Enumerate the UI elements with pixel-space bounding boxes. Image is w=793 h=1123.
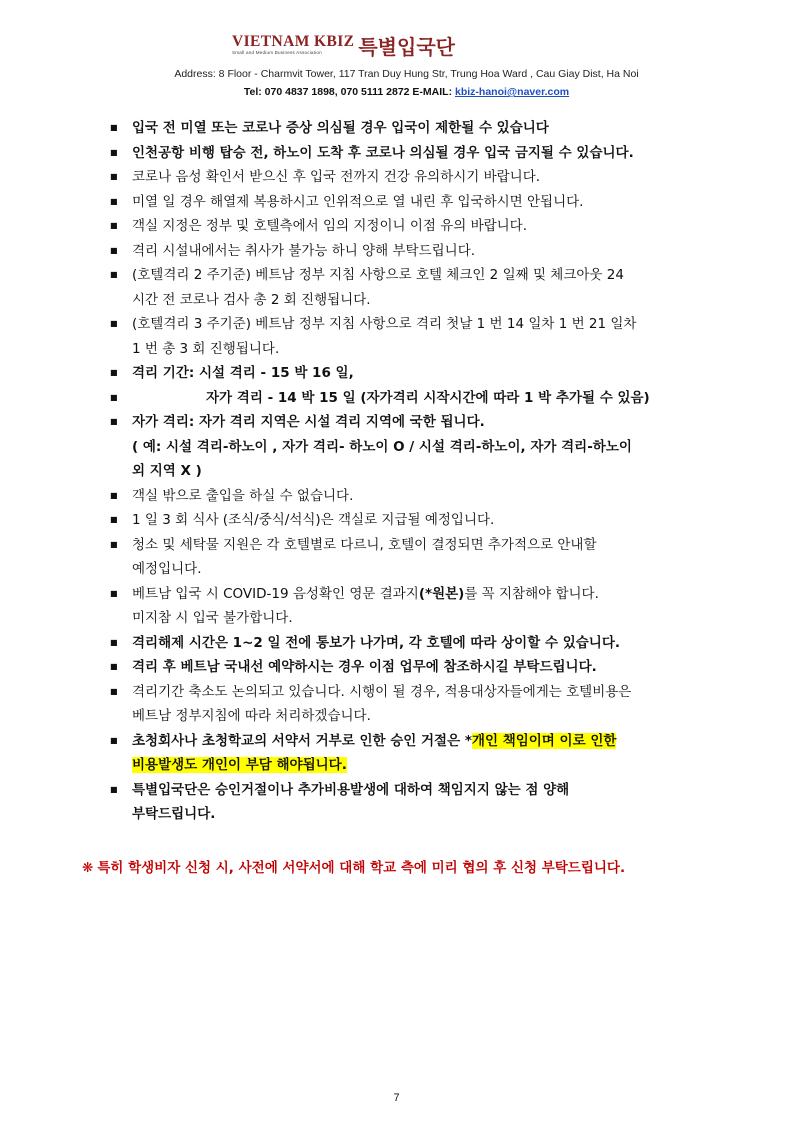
list-item: ■ 초청회사나 초청학교의 서약서 거부로 인한 승인 거절은 *개인 책임이며 이로 인한 비용발생도 개인이 부담 해야됩니다. — [0, 729, 793, 778]
address-line: Address: 8 Floor - Charmvit Tower, 117 Tran Duy Hung Str, Trung Hoa Ward , Cau Giay Dist, Ha Noi — [174, 68, 639, 80]
list-item: ■ 격리 후 베트남 국내선 예약하시는 경우 이점 업무에 참조하시길 부탁드립니다. — [0, 655, 793, 680]
list-item: ■ 입국 전 미열 또는 코로나 증상 의심될 경우 입국이 제한될 수 있습니다 — [0, 116, 793, 141]
student-visa-note: ❋ 특히 학생비자 신청 시, 사전에 서약서에 대해 학교 측에 미리 협의 후 신청 부탁드립니다. — [82, 860, 626, 876]
bullet-icon: ■ — [110, 319, 118, 328]
bullet-icon: ■ — [110, 417, 118, 426]
logo-english-text: VIETNAM KBIZ — [232, 33, 355, 50]
list-item: ■ 청소 및 세탁물 지원은 각 호텔별로 다르니, 호텔이 결정되면 추가적으로 안내할 예정입니다. — [0, 533, 793, 582]
list-item: ■ 베트남 입국 시 COVID-19 음성확인 영문 결과지(*원본)를 꼭 지참해야 합니다. 미지참 시 입국 불가합니다. — [0, 582, 793, 631]
bullet-icon: ■ — [110, 172, 118, 181]
contact-line — [0, 86, 793, 98]
list-item: ■ 격리해제 시간은 1~2 일 전에 통보가 나가며, 각 호텔에 따라 상이할 수 있습니다. — [0, 631, 793, 656]
list-item: ■ 격리기간 축소도 논의되고 있습니다. 시행이 될 경우, 적용대상자들에게는 호텔비용은 베트남 정부지침에 따라 처리하겠습니다. — [0, 680, 793, 729]
bullet-icon: ■ — [110, 662, 118, 671]
highlighted-text: 개인 책임이며 이로 인한 — [471, 732, 617, 749]
bullet-icon: ■ — [110, 539, 118, 549]
bullet-icon: ■ — [110, 637, 118, 647]
list-item: ■ 미열 일 경우 해열제 복용하시고 인위적으로 열 내린 후 입국하시면 안됩니다. — [0, 190, 793, 215]
highlighted-text: 비용발생도 개인이 부담 해야됩니다. — [132, 757, 347, 773]
bullet-icon: ■ — [110, 221, 118, 230]
email-link[interactable]: kbiz-hanoi@naver.com — [455, 86, 570, 98]
bullet-icon: ■ — [110, 784, 118, 794]
list-item: ■ 격리 시설내에서는 취사가 불가능 하니 양해 부탁드립니다. — [0, 239, 793, 264]
list-item: ■ 코로나 음성 확인서 받으신 후 입국 전까지 건강 유의하시기 바랍니다. — [0, 165, 793, 190]
logo-korean-text: 특별입국단 — [358, 35, 455, 59]
list-item: ■ 1 일 3 회 식사 (조식/중식/석식)은 객실로 지급될 예정입니다. — [0, 508, 793, 533]
logo — [232, 34, 455, 60]
bullet-icon: ■ — [110, 368, 118, 377]
bullet-icon: ■ — [110, 270, 118, 279]
bullet-icon: ■ — [110, 490, 118, 500]
notice-list — [0, 116, 793, 827]
asterisk-icon: ❋ — [82, 860, 94, 876]
list-item: ■ 객실 지정은 정부 및 호텔측에서 임의 지정이니 이점 유의 바랍니다. — [0, 214, 793, 239]
list-item: ■ 객실 밖으로 출입을 하실 수 없습니다. — [0, 484, 793, 509]
page-number: 7 — [393, 1092, 400, 1104]
bullet-icon: ■ — [110, 245, 118, 255]
bullet-icon: ■ — [110, 196, 118, 206]
list-item: ■ 자가 격리: 자가 격리 지역은 시설 격리 지역에 국한 됩니다. ( 예: 시설 격리-하노이 , 자가 격리- 하노이 O / 시설 격리-하노이, 자가 격리-하노이 외 지역 X ) — [0, 410, 793, 484]
list-item: ■ 격리 기간: 시설 격리 - 15 박 16 일, — [0, 361, 793, 386]
bullet-icon: ■ — [110, 123, 118, 132]
bullet-icon: ■ — [110, 588, 118, 598]
list-item: ■ 자가 격리 - 14 박 15 일 (자가격리 시작시간에 따라 1 박 추가될 수 있음) — [0, 386, 793, 411]
logo-subtitle: Small and Medium Business Association — [232, 50, 322, 55]
letterhead — [0, 0, 793, 110]
bullet-icon: ■ — [110, 735, 118, 745]
bullet-icon: ■ — [110, 515, 118, 524]
list-item: ■ 인천공항 비행 탑승 전, 하노이 도착 후 코로나 의심될 경우 입국 금지될 수 있습니다. — [0, 141, 793, 166]
bullet-icon: ■ — [110, 686, 118, 696]
bullet-icon: ■ — [110, 392, 118, 402]
list-item: ■ (호텔격리 3 주기준) 베트남 정부 지침 사항으로 격리 첫날 1 번 14 일차 1 번 21 일차 1 번 총 3 회 진행됩니다. — [0, 312, 793, 361]
bullet-icon: ■ — [110, 147, 118, 157]
list-item: ■ 특별입국단은 승인거절이나 추가비용발생에 대하여 책임지지 않는 점 양해 부탁드립니다. — [0, 778, 793, 827]
contact-phone: Tel: 070 4837 1898, 070 5111 2872 E-MAIL: — [243, 86, 455, 98]
list-item: ■ (호텔격리 2 주기준) 베트남 정부 지침 사항으로 호텔 체크인 2 일째 및 체크아웃 24 시간 전 코로나 검사 총 2 회 진행됩니다. — [0, 263, 793, 312]
